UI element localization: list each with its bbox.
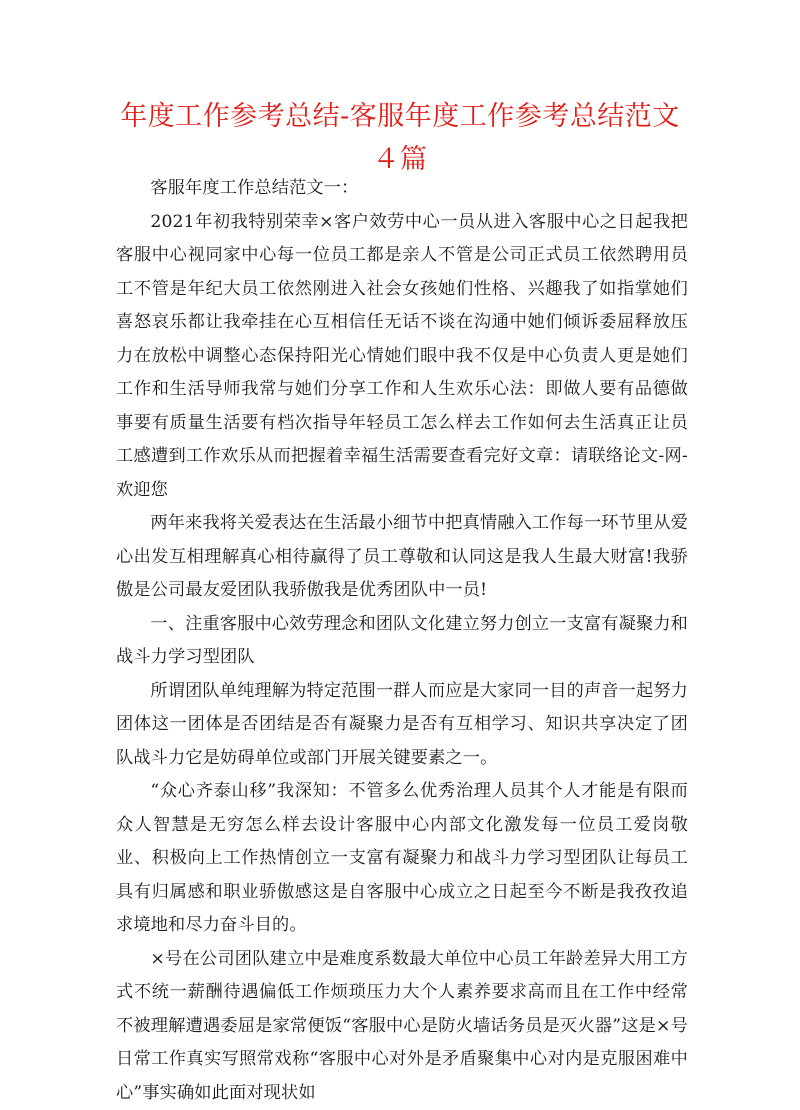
document-body xyxy=(116,172,688,1110)
paragraph-subheading: 一、注重客服中心效劳理念和团队文化建立努力创立一支富有凝聚力和战斗力学习型团队 xyxy=(116,608,688,675)
paragraph: 2021年初我特别荣幸×客户效劳中心一员从进入客服中心之日起我把客服中心视同家中心每一位员工都是亲人不管是公司正式员工依然聘用员工不管是年纪大员工依然刚进入社会女孩她们性格、兴趣我了如指掌她们喜怒哀乐都让我牵挂在心互相信任无话不谈在沟通中她们倾诉委屈释放压力在放松中调整心态保持阳光心情她们眼中我不仅是中心负责人更是她们工作和生活导师我常与她们分享工作和人生欢乐心法：即做人要有品德做事要有质量生活要有档次指导年轻员工怎么样去工作如何去生活真正让员工感遭到工作欢乐从而把握着幸福生活需要查看完好文章：请联络论文-网-欢迎您 xyxy=(116,206,688,508)
paragraph-section-heading: 客服年度工作总结范文一： xyxy=(116,172,688,206)
paragraph: ×号在公司团队建立中是难度系数最大单位中心员工年龄差异大用工方式不统一薪酬待遇偏低工作烦琐压力大个人素养要求高而且在工作中经常不被理解遭遇委屈是家常便饭“客服中心是防火墙话务员是灭火器”这是×号日常工作真实写照常戏称“客服中心对外是矛盾聚集中心对内是克服困难中心”事实确如此面对现状如 xyxy=(116,943,688,1110)
paragraph: 两年来我将关爱表达在生活最小细节中把真情融入工作每一环节里从爱心出发互相理解真心相待赢得了员工尊敬和认同这是我人生最大财富!我骄傲是公司最友爱团队我骄傲我是优秀团队中一员! xyxy=(116,507,688,608)
document-title: 年度工作参考总结-客服年度工作参考总结范文４篇 xyxy=(110,95,690,181)
paragraph: 所谓团队单纯理解为特定范围一群人而应是大家同一目的声音一起努力团体这一团体是否团结是否有凝聚力是否有互相学习、知识共享决定了团队战斗力它是妨碍单位或部门开展关键要素之一。 xyxy=(116,675,688,776)
paragraph: “众心齐泰山移”我深知：不管多么优秀治理人员其个人才能是有限而众人智慧是无穷怎么样去设计客服中心内部文化激发每一位员工爱岗敬业、积极向上工作热情创立一支富有凝聚力和战斗力学习型团队让每员工具有归属感和职业骄傲感这是自客服中心成立之日起至今不断是我孜孜追求境地和尽力奋斗目的。 xyxy=(116,775,688,943)
